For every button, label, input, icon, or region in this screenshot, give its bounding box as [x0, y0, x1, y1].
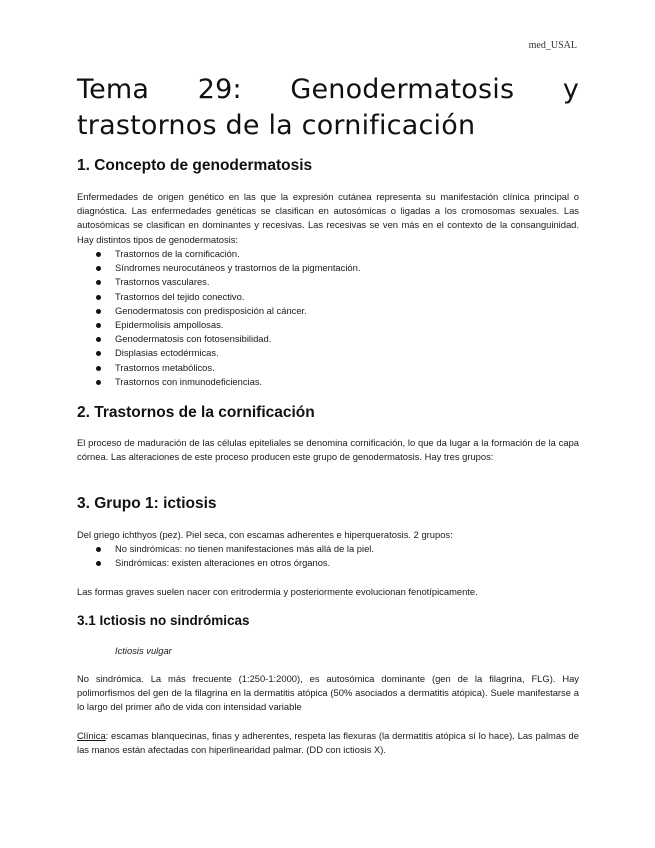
section-1-heading: 1. Concepto de genodermatosis	[77, 157, 313, 174]
section-1-paragraph: Enfermedades de origen genético en las que la expresión cutánea representa su manifestación clínica principal o diagnóstica. Las enfermedades genéticas se clasifican en autosómicas o ligadas a los cromosomas sexuales. Las autosómicas se clasifican en dominantes y recesivas. Las recesivas se ven más en el contexto de la consanguinidad. Hay distintos tipos de genodermatosis:	[77, 191, 579, 245]
bullet-icon	[96, 323, 101, 328]
bullet-icon	[96, 295, 101, 300]
section-3-heading: 3. Grupo 1: ictiosis	[77, 495, 217, 512]
list-item: Trastornos del tejido conectivo.	[77, 290, 579, 304]
list-item: Trastornos de la cornificación.	[77, 247, 579, 261]
list-item: Trastornos metabólicos.	[77, 361, 579, 375]
bullet-icon	[96, 380, 101, 385]
bullet-icon	[96, 561, 101, 566]
section-3-note: Las formas graves suelen nacer con eritrodermia y posteriormente evolucionan fenotípicamente.	[77, 586, 478, 597]
list-item: Sindrómicas: existen alteraciones en otros órganos.	[77, 556, 579, 570]
section-3-1-paragraph: No sindrómica. La más frecuente (1:250-1:2000), es autosómica dominante (gen de la filagrina, FLG). Hay polimorfismos del gen de la filagrina en la dermatitis atópica (50% asociados a dermatitis atópica). Suele manifestarse a lo largo del primer año de vida con intensidad variable	[77, 673, 579, 713]
bullet-icon	[96, 280, 101, 285]
list-item: Displasias ectodérmicas.	[77, 346, 579, 360]
list-item: No sindrómicas: no tienen manifestaciones más allá de la piel.	[77, 542, 579, 556]
bullet-icon	[96, 309, 101, 314]
section-3-1-heading: 3.1 Ictiosis no sindrómicas	[77, 613, 250, 628]
clinica-paragraph	[77, 729, 579, 757]
list-item: Genodermatosis con fotosensibilidad.	[77, 332, 579, 346]
bullet-icon	[96, 337, 101, 342]
list-item: Trastornos vasculares.	[77, 275, 579, 289]
header-watermark: med_USAL	[528, 40, 577, 51]
ictiosis-group-list	[77, 542, 579, 570]
bullet-icon	[96, 266, 101, 271]
bullet-icon	[96, 366, 101, 371]
section-2-heading: 2. Trastornos de la cornificación	[77, 404, 315, 421]
list-item: Epidermolisis ampollosas.	[77, 318, 579, 332]
ictiosis-vulgar-subheading: Ictiosis vulgar	[115, 645, 172, 656]
bullet-icon	[96, 547, 101, 552]
list-item: Síndromes neurocutáneos y trastornos de la pigmentación.	[77, 261, 579, 275]
clinica-text: : escamas blanquecinas, finas y adherentes, respeta las flexuras (la dermatitis atópica sí lo hace). Las palmas de las manos están afectadas con hiperlinearidad palmar. (DD con ictiosis X).	[77, 730, 579, 756]
page-title: Tema 29: Genodermatosis y trastornos de la cornificación	[77, 74, 579, 141]
bullet-icon	[96, 351, 101, 356]
clinica-label: Clínica	[77, 730, 106, 741]
section-3-paragraph: Del griego ichthyos (pez). Piel seca, con escamas adherentes e hiperqueratosis. 2 grupos:	[77, 529, 453, 540]
list-item: Genodermatosis con predisposición al cáncer.	[77, 304, 579, 318]
section-2-paragraph: El proceso de maduración de las células epiteliales se denomina cornificación, lo que da lugar a la formación de la capa córnea. Las alteraciones de este proceso producen este grupo de genodermatosis. Hay tres grupos:	[77, 437, 579, 463]
list-item: Trastornos con inmunodeficiencias.	[77, 375, 579, 389]
genodermatosis-type-list	[77, 247, 579, 389]
bullet-icon	[96, 252, 101, 257]
